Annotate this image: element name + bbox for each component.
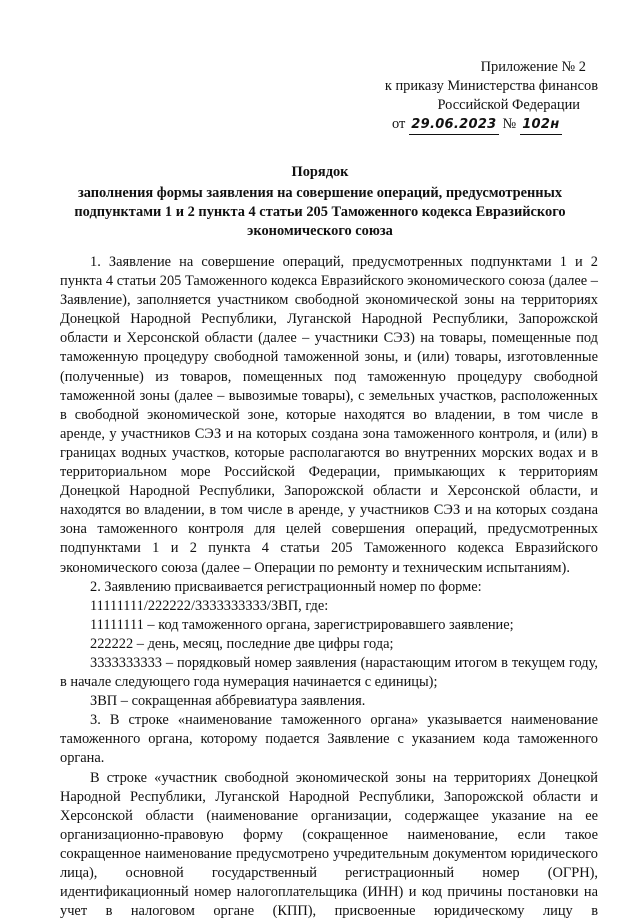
title-heading: Порядок bbox=[291, 164, 349, 180]
handwritten-date: 29.06.2023 bbox=[409, 115, 499, 135]
paragraph-2: 2. Заявлению присваивается регистрационный номер по форме: bbox=[90, 578, 482, 595]
paragraph-1: 1. Заявление на совершение операций, предусмотренных подпунктами 1 и 2 пункта 4 статьи 205 Таможенного кодекса Евразийского экономического союза (далее – Заявление), заполняется участником свободной экономической зоны на территориях Донецкой Народной Республики, Луганской Народной Республики, Запорожской области и Херсонской области (далее – участники СЭЗ) на товары, помещенные под таможенную процедуру свободной таможенной зоны, и (или) товары, изготовленные (полученные) из товаров, помещенных под таможенную процедуру свободной таможенной зоны (далее – вывозимые товары), с земельных участков, расположенных в свободной экономической зоне, которые находятся во владении, в том числе в аренде, у участников СЭЗ и на которых создана зона таможенного контроля, и (или) в границах водных участков, которые располагаются во внутренних морских водах и в территориальном море Российской Федерации, примыкающих к территориям Донецкой Народной Республики, Запорожской области и Херсонской области, и находятся во владении, в том числе в аренде, у участников СЭЗ и на которых создана зона таможенного контроля для целей совершения операций, предусмотренных подпунктами 1 и 2 пункта 4 статьи 205 Таможенного кодекса Евразийского экономического союза (далее – Операции по ремонту и техническим испытаниям). bbox=[60, 254, 598, 576]
handwritten-order-number: 102н bbox=[520, 115, 562, 135]
number-label: № bbox=[502, 116, 517, 132]
paragraph-participant: В строке «участник свободной экономической зоны на территориях Донецкой Народной Республики, Луганской Народной Республики, Запорожской области и Херсонской области (наименование организации, содержащее указание на ее организационно-правовую форму (сокращенное наименование, если такое сокращенное наименование предусмотрено учредительным документом юридического лица), основной государственный регистрационный номер (ОГРН), идентификационный номер налогоплательщика (ИНН) и код причины постановки на учет в налоговом органе (КПП), присвоенные юридическому лицу в bbox=[60, 769, 598, 920]
from-label: от bbox=[392, 116, 406, 132]
title-subtitle: заполнения формы заявления на совершение операций, предусмотренных подпунктами 1 и 2 пункта 4 статьи 205 Таможенного кодекса Евразийского экономического союза bbox=[74, 185, 566, 239]
paragraph-customs-code: 11111111 – код таможенного органа, зарегистрировавшего заявление; bbox=[90, 616, 514, 633]
paragraph-abbreviation: ЗВП – сокращенная аббревиатура заявления. bbox=[90, 693, 366, 710]
order-date-number-line bbox=[360, 115, 598, 135]
paragraph-date-code: 222222 – день, месяц, последние две цифры года; bbox=[90, 635, 394, 652]
paragraph-registration-format: 11111111/222222/3333333333/ЗВП, где: bbox=[90, 597, 329, 614]
appendix-order-ref: к приказу Министерства финансов bbox=[384, 78, 598, 94]
paragraph-3: 3. В строке «наименование таможенного органа» указывается наименование таможенного органа, которому подается Заявление с указанием кода таможенного органа. bbox=[60, 712, 598, 767]
appendix-number: Приложение № 2 bbox=[480, 59, 586, 75]
document-body bbox=[60, 253, 598, 921]
paragraph-serial-number: 3333333333 – порядковый номер заявления (нарастающим итогом в текущем году, в начале следующего года нумерация начинается с единицы); bbox=[60, 654, 598, 691]
appendix-header bbox=[360, 58, 598, 135]
appendix-ministry: Российской Федерации bbox=[437, 97, 580, 113]
document-title bbox=[50, 163, 590, 241]
